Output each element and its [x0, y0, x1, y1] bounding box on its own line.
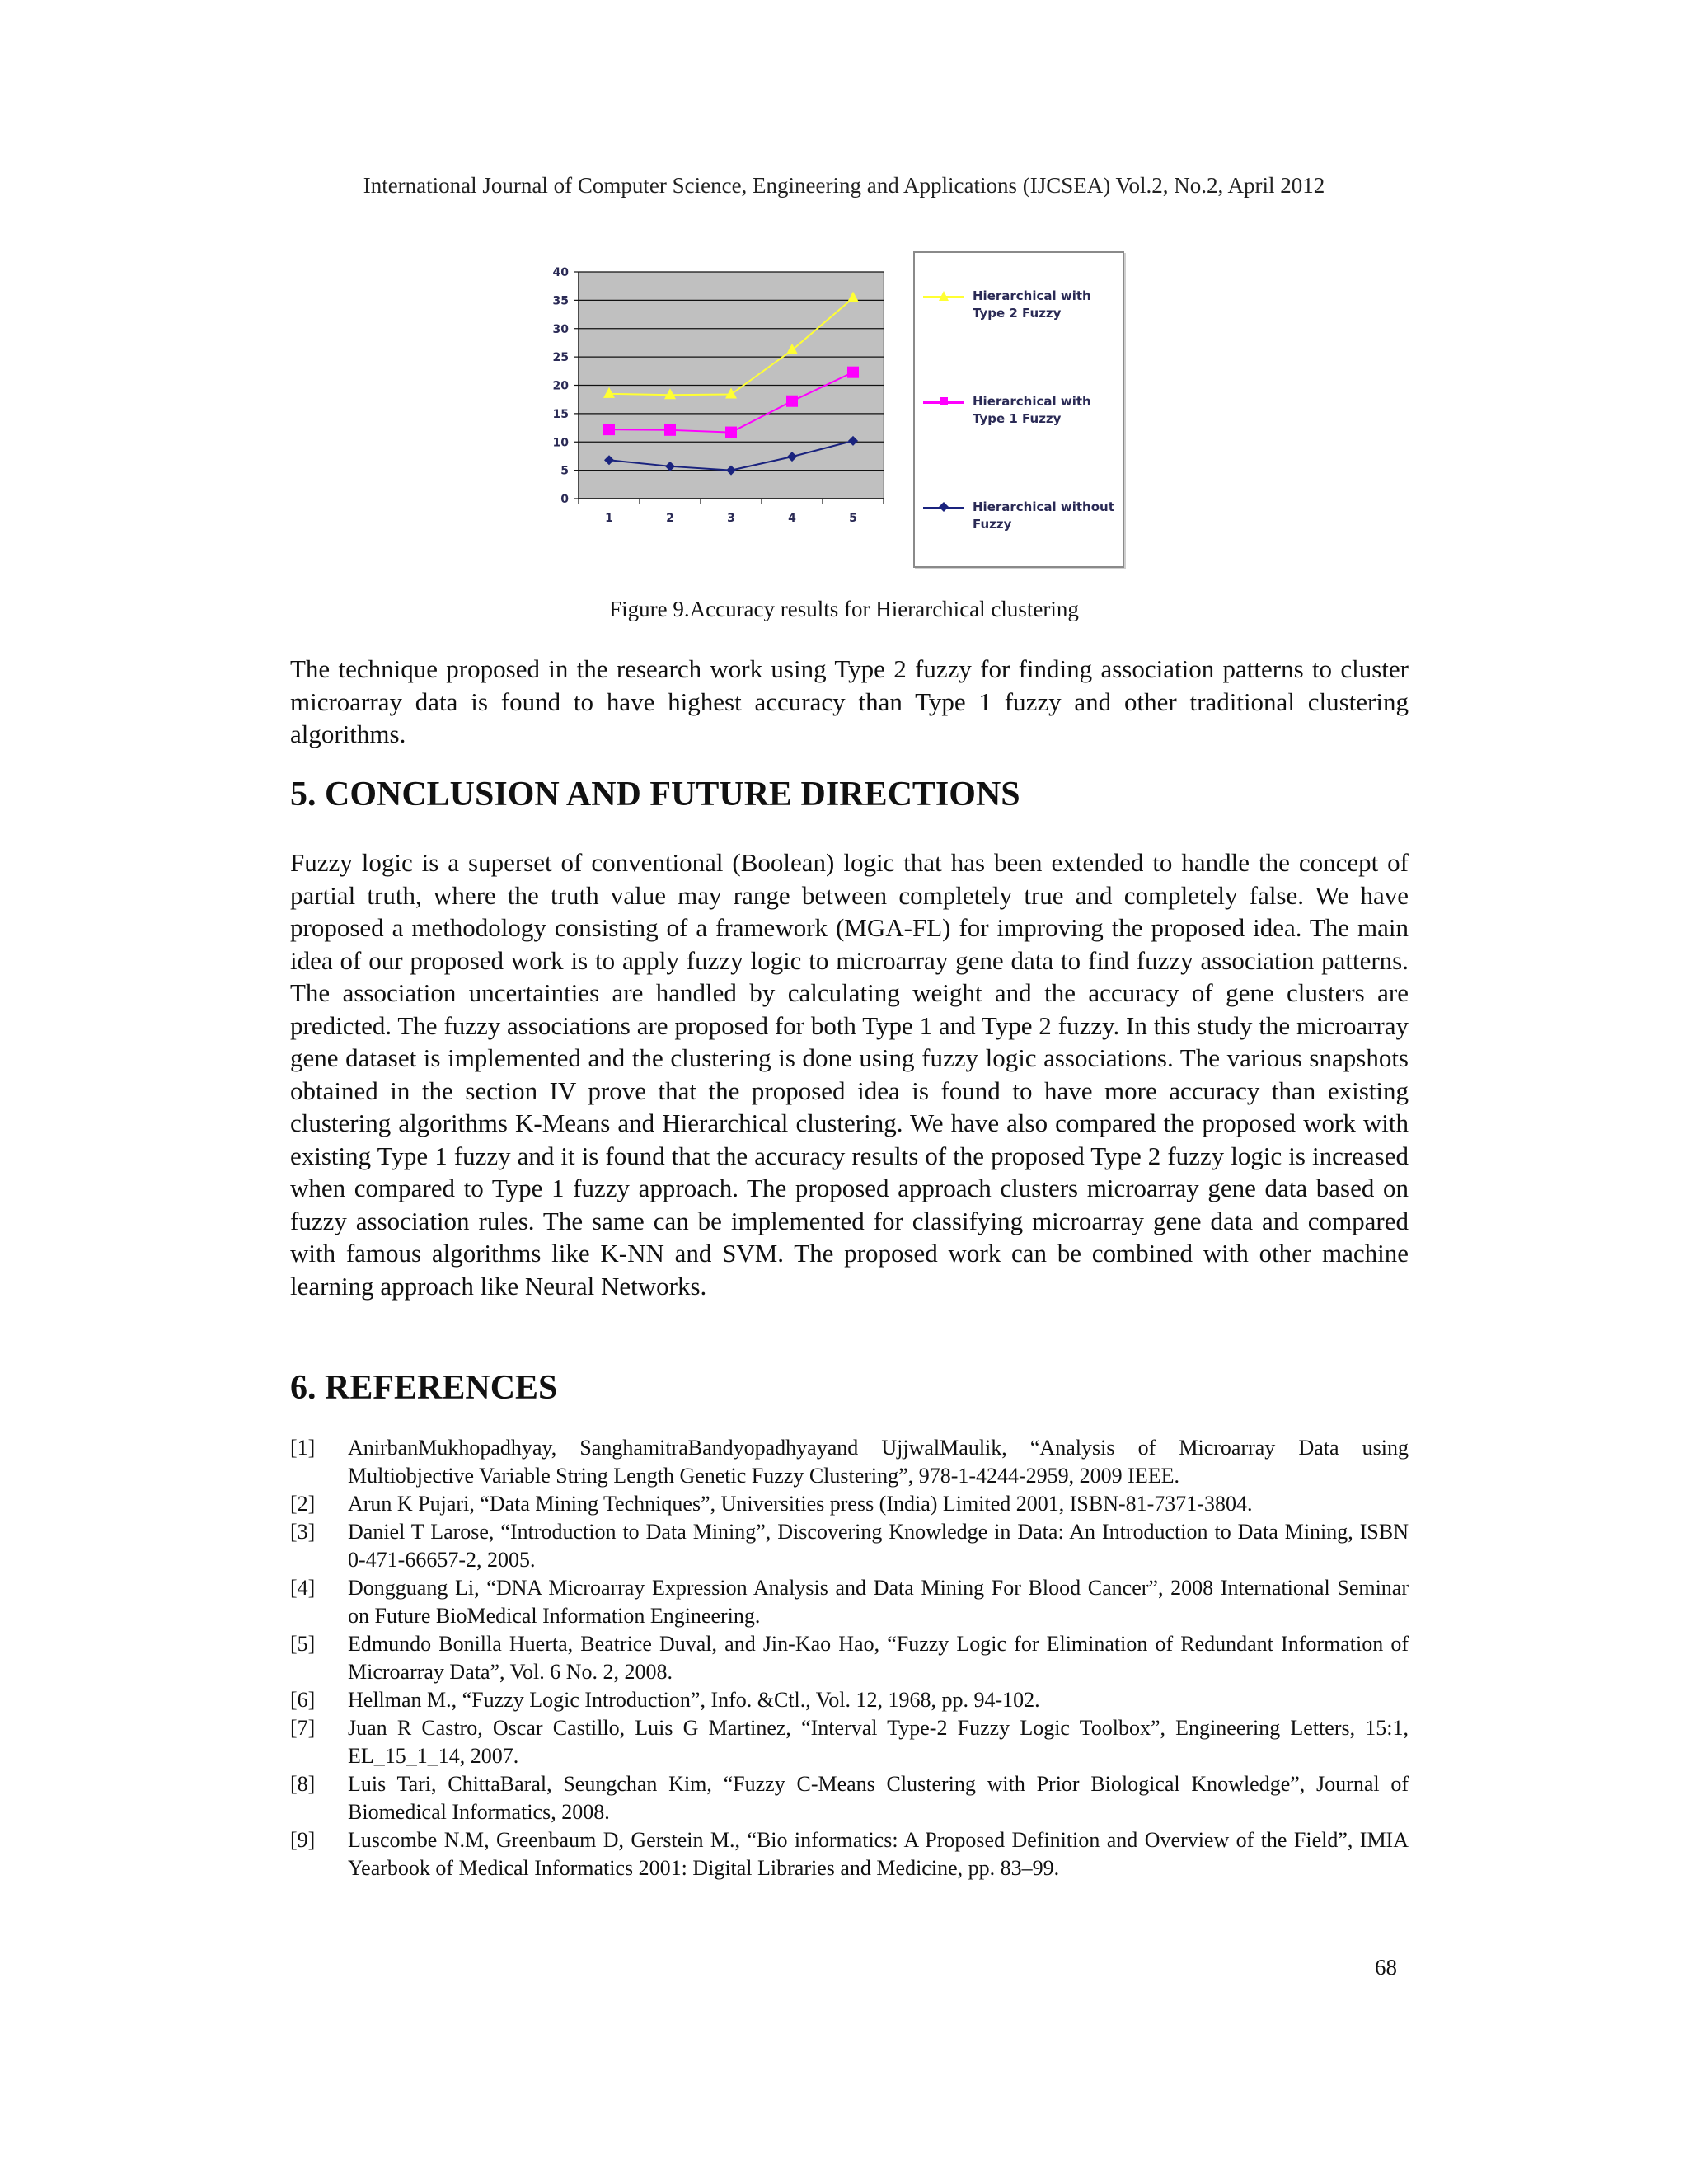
reference-item: [290, 1714, 1409, 1770]
reference-text: Hellman M., “Fuzzy Logic Introduction”, Info. &Ctl., Vol. 12, 1968, pp. 94-102.: [348, 1688, 1040, 1712]
y-tick-label: 35: [552, 294, 569, 308]
square-marker-icon: [938, 396, 950, 407]
reference-text: AnirbanMukhopadhyay, SanghamitraBandyopadhyayand UjjwalMaulik, “Analysis of Microarray Data using Multiobjective Variable String Length Genetic Fuzzy Clustering”, 978-1-4244-2959, 2009 IEEE.: [348, 1436, 1409, 1488]
reference-number: [5]: [290, 1632, 316, 1656]
reference-number: [2]: [290, 1492, 316, 1516]
y-tick-label: 30: [552, 322, 569, 336]
reference-number: [8]: [290, 1772, 316, 1796]
reference-number: [6]: [290, 1688, 316, 1712]
section-5-heading: 5. CONCLUSION AND FUTURE DIRECTIONS: [290, 776, 1020, 813]
reference-text: Luscombe N.M, Greenbaum D, Gerstein M., “Bio informatics: A Proposed Definition and Overview of the Field”, IMIA Yearbook of Medical Informatics 2001: Digital Libraries and Medicine, pp. 83–99.: [348, 1828, 1409, 1880]
y-tick-label: 5: [560, 464, 569, 478]
reference-item: [290, 1434, 1409, 1490]
data-point-square: [603, 424, 615, 435]
intro-paragraph: The technique proposed in the research work using Type 2 fuzzy for finding association patterns to cluster microarray data is found to have highest accuracy than Type 1 fuzzy and other traditional clustering algorithms.: [290, 654, 1409, 748]
accuracy-line-chart: [534, 247, 913, 569]
data-point-square: [786, 396, 798, 407]
diamond-marker-icon: [938, 501, 950, 513]
reference-number: [1]: [290, 1436, 316, 1460]
legend-label-type2: Hierarchical with Type 2 Fuzzy: [973, 288, 1091, 321]
reference-item: [290, 1826, 1409, 1882]
legend-label-type1: Hierarchical with Type 1 Fuzzy: [973, 394, 1091, 426]
x-tick-label: 2: [666, 512, 674, 525]
data-point-square: [725, 427, 737, 438]
reference-item: [290, 1686, 1409, 1714]
legend-item-nofuzzy: [923, 499, 1121, 540]
reference-number: [4]: [290, 1576, 316, 1600]
chart-legend: [913, 251, 1124, 568]
data-point-square: [847, 367, 859, 378]
figure-caption: Figure 9.Accuracy results for Hierarchical clustering: [609, 597, 1079, 621]
legend-item-type2: [923, 288, 1121, 329]
y-tick-label: 20: [552, 379, 569, 393]
legend-item-type1: [923, 393, 1121, 434]
section-6-heading: 6. REFERENCES: [290, 1369, 558, 1407]
reference-number: [3]: [290, 1520, 316, 1544]
triangle-marker-icon: [938, 290, 950, 302]
x-tick-label: 1: [605, 512, 613, 525]
legend-label-nofuzzy: Hierarchical without Fuzzy: [973, 499, 1114, 532]
y-tick-label: 0: [560, 493, 569, 506]
y-tick-label: 15: [552, 407, 569, 421]
x-tick-label: 3: [727, 512, 735, 525]
reference-text: Juan R Castro, Oscar Castillo, Luis G Martinez, “Interval Type-2 Fuzzy Logic Toolbox”, Engineering Letters, 15:1, EL_15_1_14, 2007.: [348, 1716, 1409, 1768]
reference-number: [9]: [290, 1828, 316, 1852]
data-point-square: [664, 424, 676, 436]
reference-text: Dongguang Li, “DNA Microarray Expression Analysis and Data Mining For Blood Cancer”, 2008 International Seminar on Future BioMedical Information Engineering.: [348, 1576, 1409, 1628]
reference-text: Daniel T Larose, “Introduction to Data Mining”, Discovering Knowledge in Data: An Introduction to Data Mining, ISBN 0-471-66657-2, 2005.: [348, 1520, 1409, 1572]
running-head: International Journal of Computer Science, Engineering and Applications (IJCSEA) Vol.2, No.2, April 2012: [363, 173, 1325, 198]
page-number: 68: [1375, 1955, 1397, 1980]
reference-text: Luis Tari, ChittaBaral, Seungchan Kim, “Fuzzy C-Means Clustering with Prior Biological Knowledge”, Journal of Biomedical Informatics, 2008.: [348, 1772, 1409, 1824]
reference-item: [290, 1630, 1409, 1686]
y-tick-label: 40: [552, 266, 569, 279]
reference-item: [290, 1574, 1409, 1630]
x-tick-label: 4: [788, 512, 796, 525]
reference-text: Edmundo Bonilla Huerta, Beatrice Duval, and Jin-Kao Hao, “Fuzzy Logic for Elimination of Redundant Information of Microarray Data”, Vol. 6 No. 2, 2008.: [348, 1632, 1409, 1684]
y-tick-label: 10: [552, 436, 569, 450]
figure-9: [534, 247, 1128, 569]
reference-number: [7]: [290, 1716, 316, 1740]
y-tick-label: 25: [552, 351, 569, 365]
reference-text: Arun K Pujari, “Data Mining Techniques”, Universities press (India) Limited 2001, ISBN-81-7371-3804.: [348, 1492, 1253, 1516]
reference-item: [290, 1770, 1409, 1826]
reference-item: [290, 1518, 1409, 1574]
conclusion-paragraph: Fuzzy logic is a superset of conventional (Boolean) logic that has been extended to handle the concept of partial truth, where the truth value may range between completely true and completely false. We have proposed a methodology consisting of a framework (MGA-FL) for improving the proposed idea. The main idea of our proposed work is to apply fuzzy logic to microarray gene data to find fuzzy association patterns. The association uncertainties are handled by calculating weight and the accuracy of gene clusters are predicted. The fuzzy associations are proposed for both Type 1 and Type 2 fuzzy. In this study the microarray gene dataset is implemented and the clustering is done using fuzzy logic associations. The various snapshots obtained in the section IV prove that the proposed idea is found to have more accuracy than existing clustering algorithms K-Means and Hierarchical clustering. We have also compared the proposed work with existing Type 1 fuzzy and it is found that the accuracy results of the proposed Type 2 fuzzy logic is increased when compared to Type 1 fuzzy approach. The proposed approach clusters microarray gene data based on fuzzy association rules. The same can be implemented for classifying microarray gene data and compared with famous algorithms like K-NN and SVM. The proposed work can be combined with other machine learning approach like Neural Networks.: [290, 848, 1409, 1301]
x-tick-label: 5: [849, 512, 857, 525]
reference-list: [290, 1434, 1409, 1882]
reference-item: [290, 1490, 1409, 1518]
